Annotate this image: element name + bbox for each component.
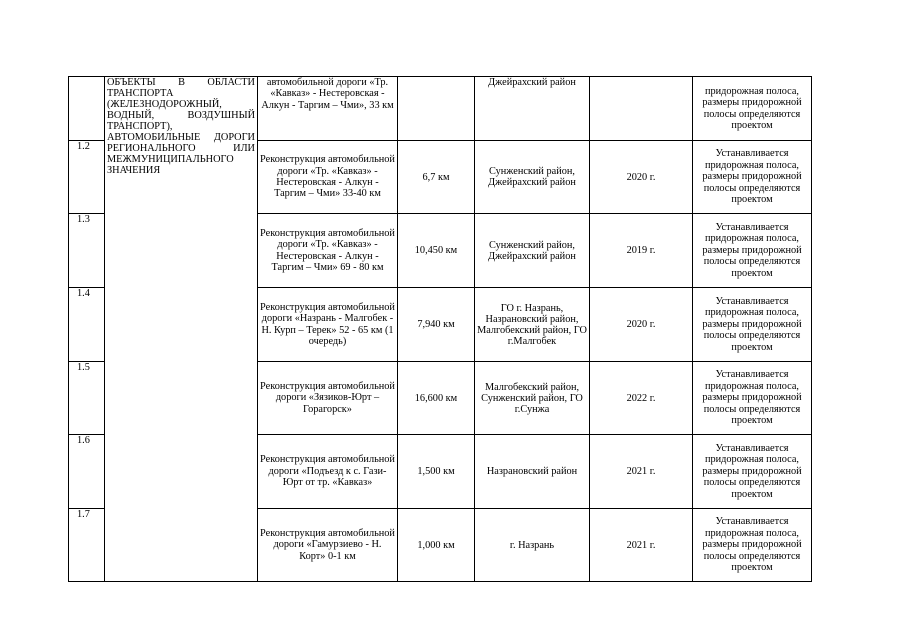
object-district: Назрановский район xyxy=(475,435,590,509)
object-zone: Устанавливается придорожная полоса, размеры придорожной полосы определяются проектом xyxy=(693,509,812,582)
object-zone: Устанавливается придорожная полоса, размеры придорожной полосы определяются проектом xyxy=(693,141,812,214)
object-district: ГО г. Назрань, Назрановский район, Малгобекский район, ГО г.Малгобек xyxy=(475,288,590,362)
objects-table xyxy=(68,76,812,582)
row-number: 1.7 xyxy=(69,509,105,582)
object-zone: придорожная полоса, размеры придорожной полосы определяются проектом xyxy=(693,77,812,141)
object-length: 6,7 км xyxy=(398,141,475,214)
row-number: 1.3 xyxy=(69,214,105,288)
object-zone: Устанавливается придорожная полоса, размеры придорожной полосы определяются проектом xyxy=(693,362,812,435)
object-district: г. Назрань xyxy=(475,509,590,582)
object-name: Реконструкция автомобильной дороги «Подъезд к с. Гази-Юрт от тр. «Кавказ» xyxy=(258,435,398,509)
row-number: 1.5 xyxy=(69,362,105,435)
object-year: 2022 г. xyxy=(590,362,693,435)
object-year: 2020 г. xyxy=(590,288,693,362)
object-district: Джейрахский район xyxy=(475,77,590,141)
object-district: Сунженский район, Джейрахский район xyxy=(475,141,590,214)
object-length: 16,600 км xyxy=(398,362,475,435)
row-number: 1.2 xyxy=(69,141,105,214)
row-number: 1.6 xyxy=(69,435,105,509)
object-length xyxy=(398,77,475,141)
object-name: Реконструкция автомобильной дороги «Назрань - Малгобек - Н. Курп – Терек» 52 - 65 км (1 очередь) xyxy=(258,288,398,362)
object-name: Реконструкция автомобильной дороги «Гамурзиево - Н. Корт» 0-1 км xyxy=(258,509,398,582)
object-length: 7,940 км xyxy=(398,288,475,362)
object-year: 2019 г. xyxy=(590,214,693,288)
object-length: 1,500 км xyxy=(398,435,475,509)
category-roads: АВТОМОБИЛЬНЫЕ ДОРОГИ РЕГИОНАЛЬНОГО ИЛИ МЕЖМУНИЦИПАЛЬНОГО ЗНАЧЕНИЯ xyxy=(107,132,255,176)
object-name: Реконструкция автомобильной дороги «Тр. «Кавказ» - Нестеровская - Алкун - Таргим – Чми» 33-40 км xyxy=(258,141,398,214)
object-year xyxy=(590,77,693,141)
object-district: Сунженский район, Джейрахский район xyxy=(475,214,590,288)
object-zone: Устанавливается придорожная полоса, размеры придорожной полосы определяются проектом xyxy=(693,288,812,362)
object-zone: Устанавливается придорожная полоса, размеры придорожной полосы определяются проектом xyxy=(693,435,812,509)
table-row xyxy=(69,77,812,141)
object-length: 1,000 км xyxy=(398,509,475,582)
object-zone: Устанавливается придорожная полоса, размеры придорожной полосы определяются проектом xyxy=(693,214,812,288)
object-name: Реконструкция автомобильной дороги «Зязиков-Юрт – Горагорск» xyxy=(258,362,398,435)
row-number: 1.4 xyxy=(69,288,105,362)
object-year: 2020 г. xyxy=(590,141,693,214)
object-name: Реконструкция автомобильной дороги «Тр. «Кавказ» - Нестеровская - Алкун - Таргим – Чми» 69 - 80 км xyxy=(258,214,398,288)
object-length: 10,450 км xyxy=(398,214,475,288)
row-number xyxy=(69,77,105,141)
category-cell xyxy=(105,77,258,582)
object-district: Малгобекский район, Сунженский район, ГО г.Сунжа xyxy=(475,362,590,435)
category-transport: ОБЪЕКТЫ В ОБЛАСТИ ТРАНСПОРТА (ЖЕЛЕЗНОДОРОЖНЫЙ, ВОДНЫЙ, ВОЗДУШНЫЙ ТРАНСПОРТ), xyxy=(107,77,255,132)
object-year: 2021 г. xyxy=(590,509,693,582)
object-name: автомобильной дороги «Тр. «Кавказ» - Нестеровская - Алкун - Таргим – Чми», 33 км xyxy=(258,77,398,141)
object-year: 2021 г. xyxy=(590,435,693,509)
